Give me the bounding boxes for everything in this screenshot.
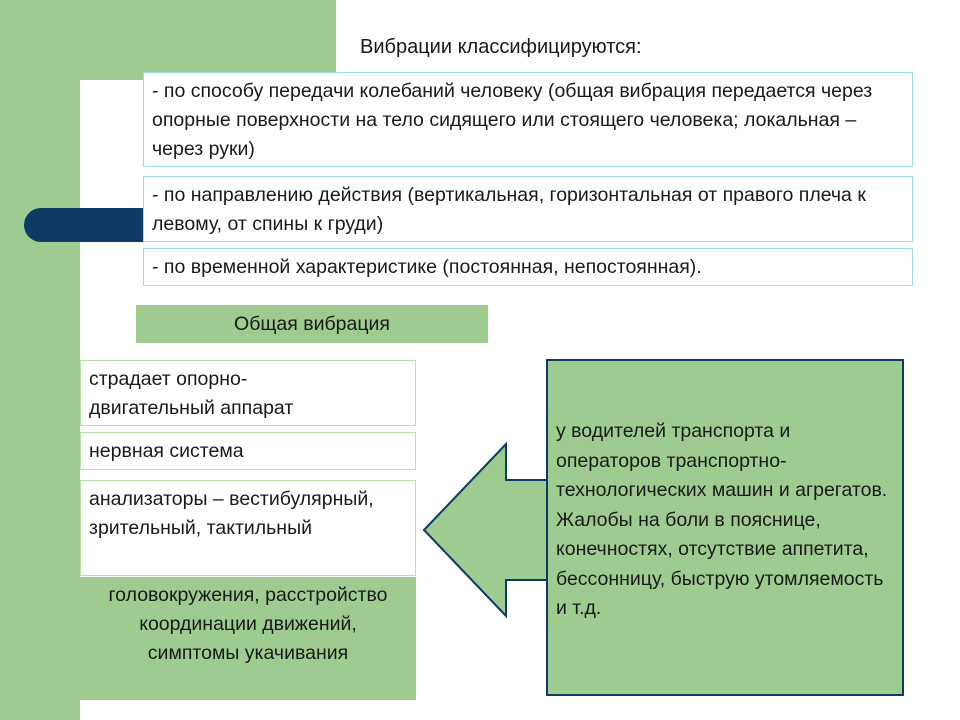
slide-title: Вибрации классифицируются: xyxy=(360,36,642,58)
drivers-note-box: у водителей транспорта и операторов транспортно-технологических машин и агрегатов. Жалобы на боли в пояснице, конечностях, отсутствие аппетита, бессонницу, быструю утомляемость и т.д. xyxy=(546,359,904,696)
navy-accent-bar xyxy=(24,208,146,242)
effect-analyzers: анализаторы – вестибулярный, зрительный, тактильный xyxy=(80,480,416,576)
effect-musculoskeletal: страдает опорно-двигательный аппарат xyxy=(80,360,416,426)
general-vibration-label: Общая вибрация xyxy=(234,312,390,335)
classification-transmission: - по способу передачи колебаний человеку (общая вибрация передается через опорные поверхности на тело сидящего или стоящего человека; локальная – через руки) xyxy=(143,72,913,167)
left-arrow-shape xyxy=(420,440,560,620)
left-green-band xyxy=(0,0,80,720)
classification-direction: - по направлению действия (вертикальная, горизонтальная от правого плеча к левому, от спины к груди) xyxy=(143,176,913,242)
symptoms-box: головокружения, расстройство координации движений, симптомы укачивания xyxy=(80,577,416,700)
effect-nervous-system: нервная система xyxy=(80,432,416,470)
general-vibration-banner xyxy=(136,305,488,343)
classification-time: - по временной характеристике (постоянная, непостоянная). xyxy=(143,248,913,286)
top-green-block xyxy=(0,0,336,80)
